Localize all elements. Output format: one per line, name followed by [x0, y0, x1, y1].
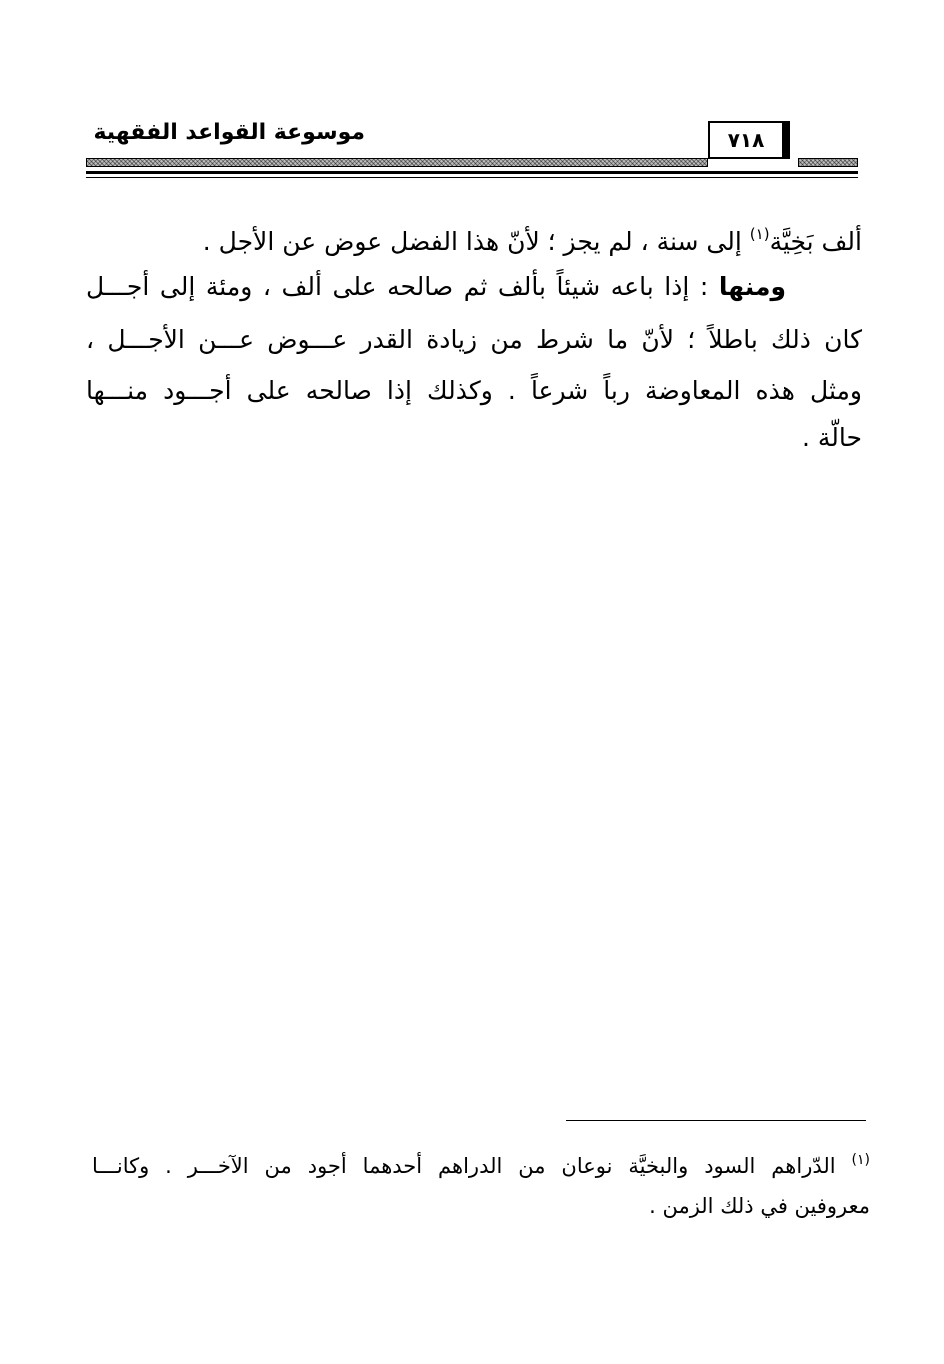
body-line-1-text-a: ألف بَخِيَّة: [769, 227, 862, 256]
header-dotted-rule-left: [86, 158, 708, 167]
body-line-1-text-b: إلى سنة ، لم يجز ؛ لأنّ هذا الفضل عوض عن الأجل .: [202, 227, 750, 256]
section-lead-word: ومنها: [718, 272, 786, 301]
body-line-1: [86, 214, 862, 254]
body-line-5: حالّة .: [802, 423, 862, 452]
page-number: ٧١٨: [708, 121, 790, 159]
footnote-marker-1: (١): [851, 1152, 870, 1168]
body-line-3: كان ذلك باطلاً ؛ لأنّ ما شرط من زيادة القدر عـــوض عـــن الأجـــل ،: [86, 325, 862, 354]
footnote-1-line-1: [92, 1143, 870, 1177]
body-line-2-text: : إذا باعه شيئاً بألف ثم صالحه على ألف ، ومئة إلى أجـــل: [86, 272, 719, 301]
body-line-2: [86, 267, 862, 307]
body-line-4: ومثل هذه المعاوضة رباً شرعاً . وكذلك إذا صالحه على أجـــود منـــها: [86, 376, 862, 405]
header-thin-rule: [86, 177, 858, 178]
footnote-separator: [566, 1120, 866, 1121]
footnote-1-text-1: الدّراهم السود والبخيَّة نوعان من الدراهم أحدهما أجود من الآخـــر . وكانـــا: [92, 1154, 852, 1178]
header-dotted-rule-right: [798, 158, 858, 167]
footnote-1-line-2: معروفين في ذلك الزمن .: [649, 1194, 870, 1218]
footnote-reference-1: (١): [749, 225, 770, 243]
running-title: موسوعة القواعد الفقهية: [93, 120, 365, 145]
header-thick-rule: [86, 171, 858, 174]
